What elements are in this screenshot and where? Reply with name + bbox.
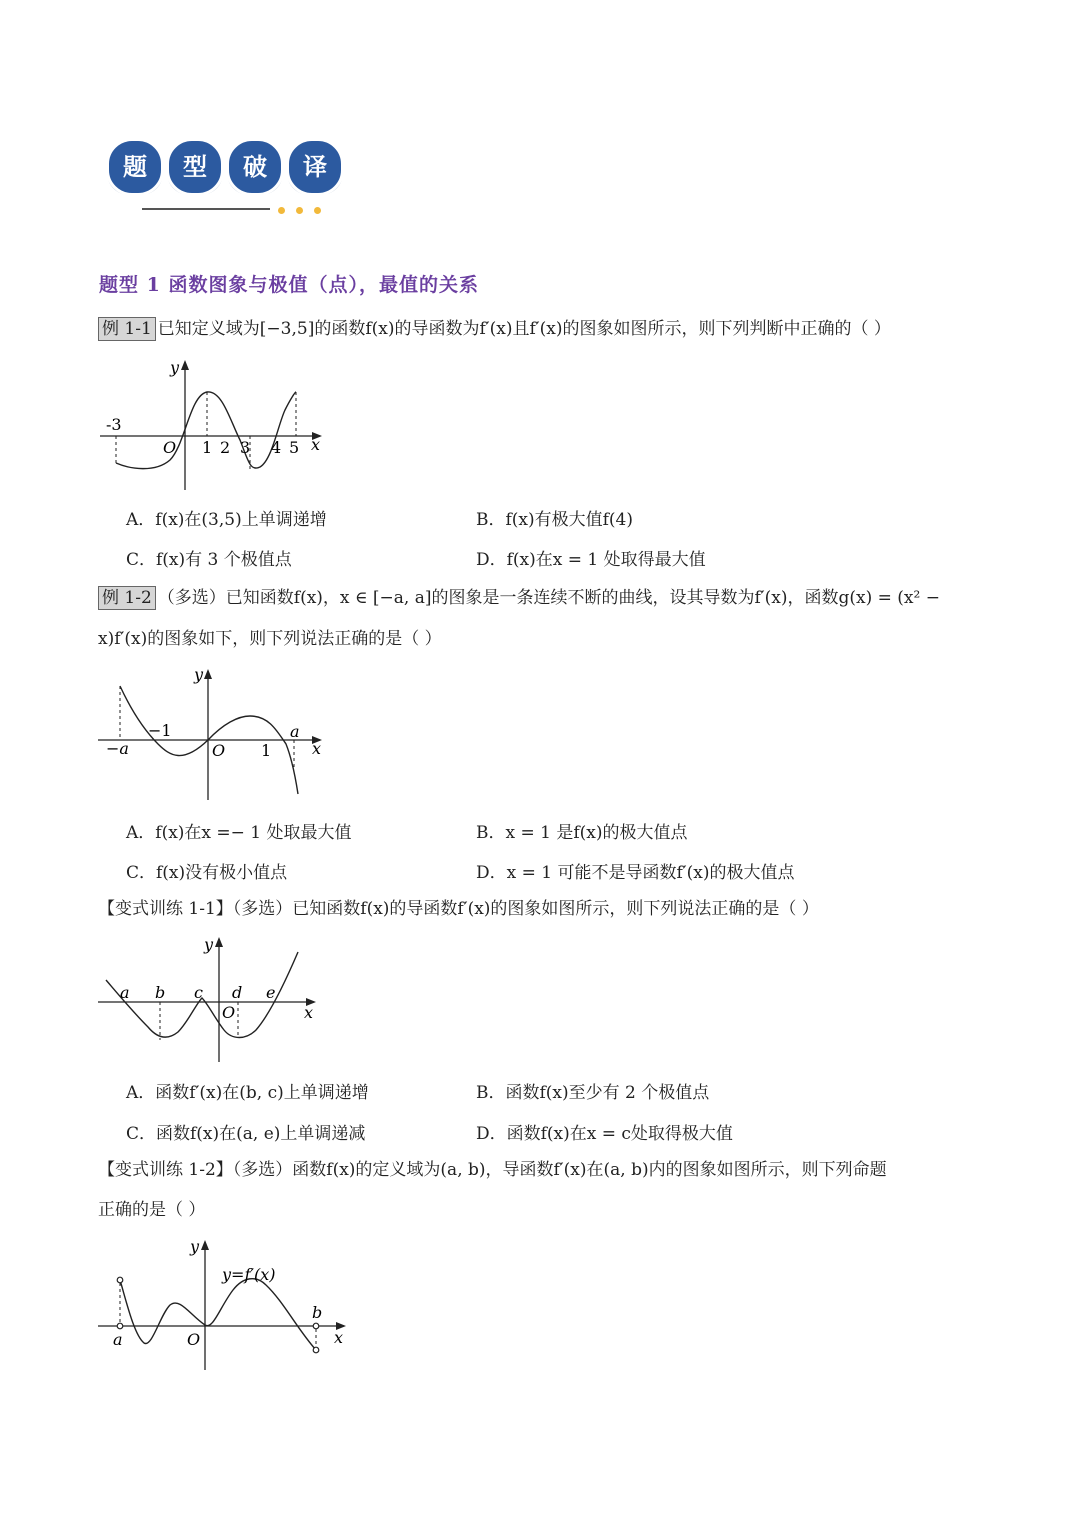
- x-axis-label: x: [304, 1003, 314, 1022]
- option-b: B．f(x)有极大值f(4): [476, 510, 634, 530]
- tick-label: 3: [240, 438, 251, 457]
- point-label: c: [194, 983, 203, 1002]
- y-axis-label: y: [190, 1237, 200, 1256]
- point-label: a: [113, 1330, 123, 1349]
- tick-label: 1: [261, 741, 272, 760]
- option-a: A．函数f′(x)在(b, c)上单调递增: [126, 1083, 369, 1103]
- tick-label: -3: [106, 415, 122, 434]
- option-b: B．函数f(x)至少有 2 个极值点: [476, 1083, 710, 1103]
- example-1-1-graph: [100, 355, 330, 495]
- point-label: a: [120, 983, 130, 1002]
- origin-label: O: [187, 1330, 201, 1349]
- example-tag: 例 1-2: [98, 586, 156, 610]
- origin-label: O: [222, 1003, 236, 1022]
- banner-dot: [314, 207, 321, 214]
- option-c: C．函数f(x)在(a, e)上单调递减: [126, 1124, 366, 1144]
- tick-label: a: [290, 722, 300, 741]
- origin-label: O: [163, 438, 177, 457]
- tick-label: 2: [220, 438, 231, 457]
- option-a: A．f(x)在x =− 1 处取最大值: [126, 823, 352, 843]
- variant-1-2-graph: [98, 1235, 358, 1375]
- banner-char-1: 题: [106, 138, 164, 196]
- variant-1-1-graph: [98, 932, 328, 1067]
- option-c: C．f(x)有 3 个极值点: [126, 550, 292, 570]
- point-label: d: [232, 983, 243, 1002]
- point-label: b: [312, 1303, 323, 1322]
- option-d: D．x = 1 可能不是导函数f′(x)的极大值点: [476, 863, 795, 883]
- option-a: A．f(x)在(3,5)上单调递增: [126, 510, 327, 530]
- y-axis-label: y: [170, 358, 180, 377]
- option-c: C．f(x)没有极小值点: [126, 863, 288, 883]
- x-axis-label: x: [334, 1328, 344, 1347]
- banner-char-3: 破: [226, 138, 284, 196]
- banner-char-2: 型: [166, 138, 224, 196]
- point-label: b: [155, 983, 166, 1002]
- option-b: B．x = 1 是f(x)的极大值点: [476, 823, 688, 843]
- variant-1-1-stem: 【变式训练 1-1】（多选）已知函数f(x)的导函数f′(x)的图象如图所示，则下列说法正确的是（ ）: [98, 899, 819, 919]
- question-text: （多选）已知函数f(x)，x ∈ [−a, a]的图象是一条连续不断的曲线，设其导数为f′(x)，函数g(x) = (x² −: [157, 588, 940, 608]
- example-tag: 例 1-1: [98, 317, 156, 341]
- question-text: 已知定义域为[−3,5]的函数f(x)的导函数为f′(x)且f′(x)的图象如图所示，则下列判断中正确的（ ）: [157, 319, 891, 339]
- tick-label: −a: [106, 739, 129, 758]
- tick-label: −1: [148, 721, 172, 740]
- curve-label: y=f′(x): [222, 1265, 276, 1284]
- banner-underline: [142, 208, 270, 210]
- banner-dot: [296, 207, 303, 214]
- example-1-2-stem-cont: x)f′(x)的图象如下，则下列说法正确的是（ ）: [98, 629, 442, 649]
- option-d: D．函数f(x)在x = c处取得极大值: [476, 1124, 733, 1144]
- example-1-1-stem: [98, 317, 891, 341]
- variant-1-2-stem: 【变式训练 1-2】（多选）函数f(x)的定义域为(a, b)，导函数f′(x)在(a, b)内的图象如图所示，则下列命题: [98, 1160, 887, 1180]
- x-axis-label: x: [311, 435, 321, 454]
- option-d: D．f(x)在x = 1 处取得最大值: [476, 550, 706, 570]
- tick-label: 1: [202, 438, 213, 457]
- banner-char-4: 译: [286, 138, 344, 196]
- banner-dot: [278, 207, 285, 214]
- origin-label: O: [212, 741, 226, 760]
- tick-label: 4: [271, 438, 282, 457]
- point-label: e: [266, 983, 276, 1002]
- variant-1-2-stem-cont: 正确的是（ ）: [98, 1200, 206, 1220]
- y-axis-label: y: [204, 935, 214, 954]
- example-1-2-graph: [98, 664, 328, 804]
- x-axis-label: x: [312, 739, 322, 758]
- tick-label: 5: [289, 438, 300, 457]
- example-1-2-stem: [98, 586, 940, 610]
- title-banner: [106, 138, 346, 222]
- y-axis-label: y: [194, 665, 204, 684]
- section-heading: 题型 1 函数图象与极值（点），最值的关系: [99, 274, 479, 296]
